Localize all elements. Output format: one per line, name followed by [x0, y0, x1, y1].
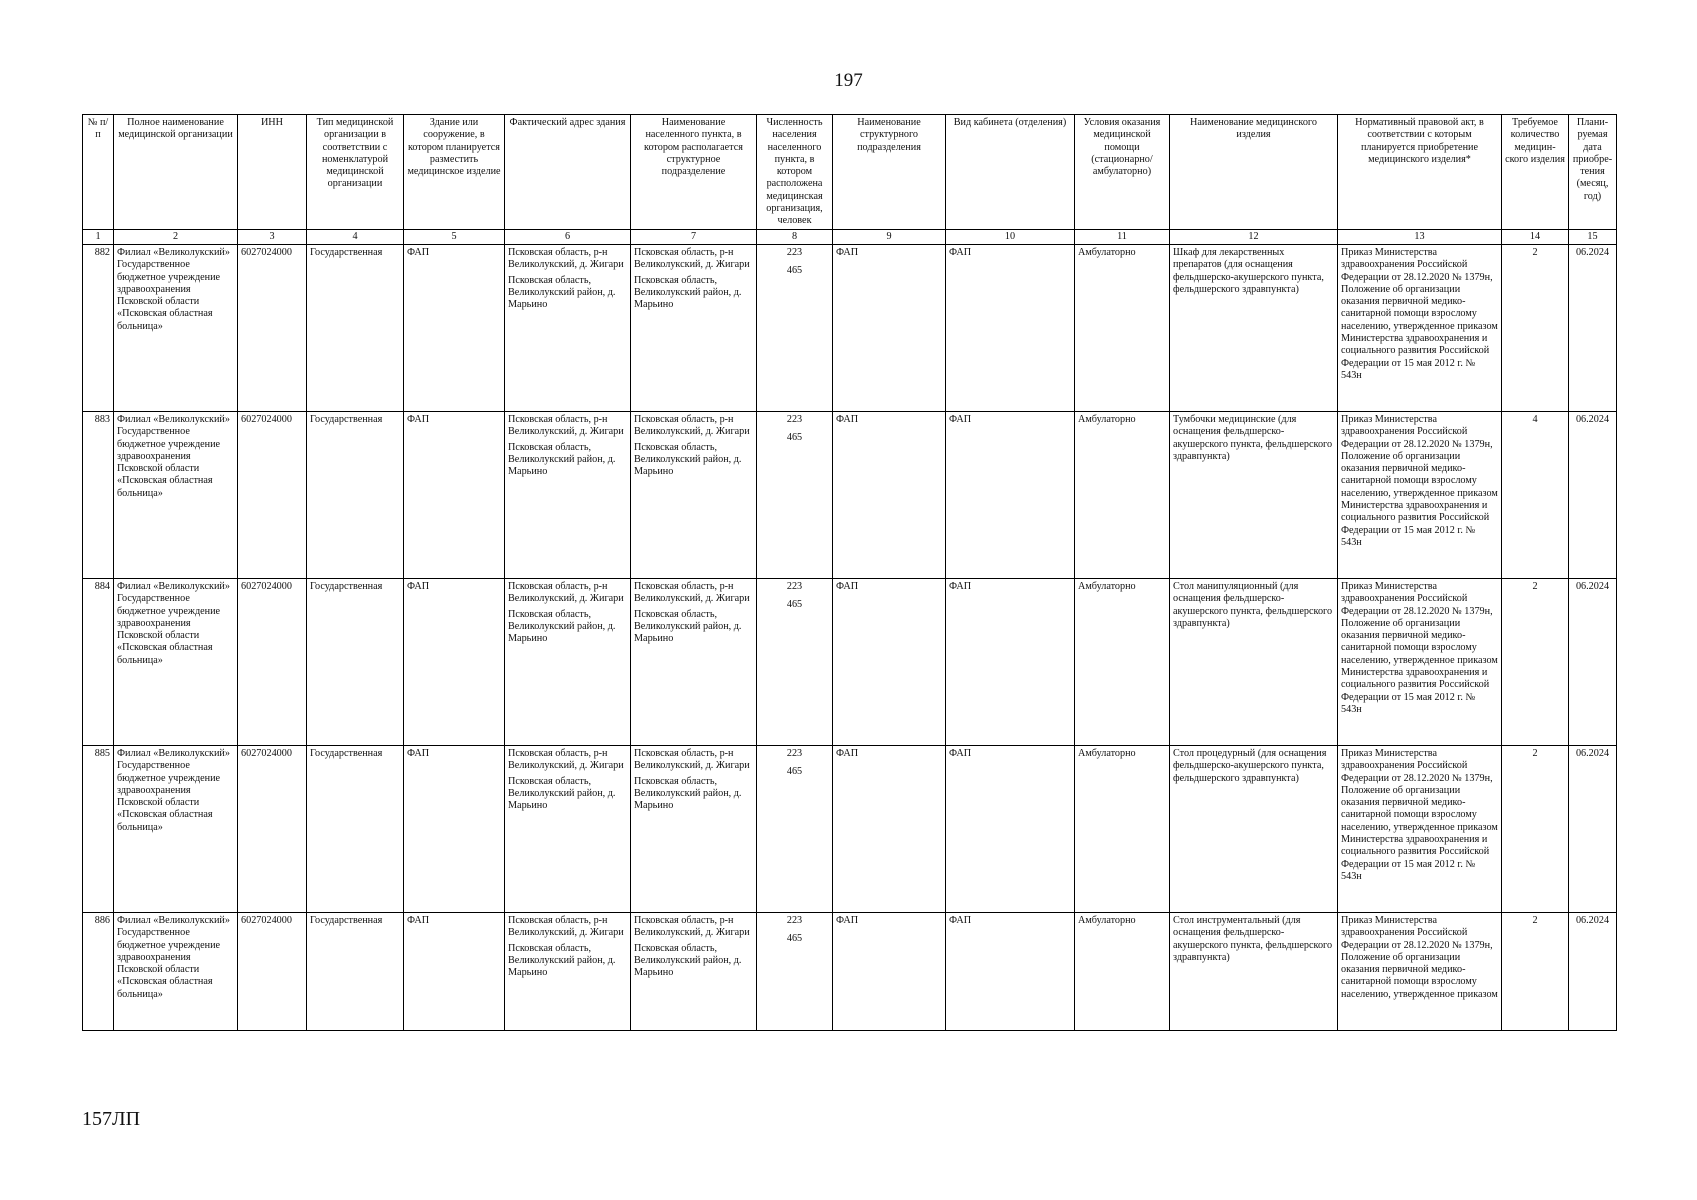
- device-name: Стол манипуляционный (для оснащения фельдшерско-акушерского пункта, фельдшерского здравпункта): [1170, 579, 1338, 746]
- device-name: Стол процедурный (для оснащения фельдшерско-акушерского пункта, фельдшерского здравпункта): [1170, 746, 1338, 913]
- actual-address: [505, 746, 631, 913]
- table-row: [83, 579, 1617, 746]
- legal-act: Приказ Министерства здравоохранения Российской Федерации от 28.12.2020 № 1379н, Положение об организации оказания первичной медико-санитарной помощи взрослому населению, утвержденное приказом: [1338, 913, 1502, 1031]
- column-number: 10: [946, 230, 1075, 245]
- column-number: 7: [631, 230, 757, 245]
- quantity: 2: [1502, 245, 1569, 412]
- building: ФАП: [404, 412, 505, 579]
- care-conditions: Амбулаторно: [1075, 245, 1170, 412]
- planned-date: 06.2024: [1569, 412, 1617, 579]
- column-number: 9: [833, 230, 946, 245]
- locality-line: Псковская область, Великолукский район, д. Марьино: [634, 608, 742, 645]
- population-value: 465: [786, 599, 803, 611]
- population-value: 223: [786, 414, 803, 425]
- cabinet-type: ФАП: [946, 913, 1075, 1031]
- organization-name: Филиал «Великолукский» Государственное бюджетное учреждение здравоохранения Псковской области «Псковская областная больница»: [114, 913, 238, 1031]
- column-number: 14: [1502, 230, 1569, 245]
- quantity: 2: [1502, 746, 1569, 913]
- header-cell: Условия оказания медицинской помощи (стационарно/ амбулаторно): [1075, 115, 1170, 230]
- address-line: Псковская область, Великолукский район, д. Марьино: [508, 942, 616, 979]
- inn: 6027024000: [238, 579, 307, 746]
- locality: [631, 412, 757, 579]
- row-number: 883: [83, 412, 114, 579]
- column-number: 13: [1338, 230, 1502, 245]
- organization-type: Государственная: [307, 579, 404, 746]
- column-number: 1: [83, 230, 114, 245]
- population-value: 223: [786, 247, 803, 258]
- column-number: 3: [238, 230, 307, 245]
- organization-name: Филиал «Великолукский» Государственное бюджетное учреждение здравоохранения Псковской области «Псковская областная больница»: [114, 746, 238, 913]
- locality-line: Псковская область, р-н Великолукский, д. Жигари: [634, 414, 750, 438]
- column-number: 4: [307, 230, 404, 245]
- population-value: 223: [786, 915, 803, 926]
- header-cell: Тип медицинской организации в соответствии с номенклатурой медицинской организации: [307, 115, 404, 230]
- table-row: [83, 412, 1617, 579]
- column-number: 2: [114, 230, 238, 245]
- inn: 6027024000: [238, 913, 307, 1031]
- inn: 6027024000: [238, 746, 307, 913]
- organization-type: Государственная: [307, 746, 404, 913]
- column-number: 5: [404, 230, 505, 245]
- address-line: Псковская область, р-н Великолукский, д. Жигари: [508, 414, 624, 438]
- column-number: 6: [505, 230, 631, 245]
- organization-name: Филиал «Великолукский» Государственное бюджетное учреждение здравоохранения Псковской области «Псковская областная больница»: [114, 245, 238, 412]
- address-line: Псковская область, р-н Великолукский, д. Жигари: [508, 247, 624, 271]
- row-number: 885: [83, 746, 114, 913]
- address-line: Псковская область, р-н Великолукский, д. Жигари: [508, 748, 624, 772]
- quantity: 2: [1502, 913, 1569, 1031]
- care-conditions: Амбулаторно: [1075, 412, 1170, 579]
- locality-line: Псковская область, р-н Великолукский, д. Жигари: [634, 915, 750, 939]
- cabinet-type: ФАП: [946, 579, 1075, 746]
- locality: [631, 579, 757, 746]
- actual-address: [505, 245, 631, 412]
- organization-type: Государственная: [307, 913, 404, 1031]
- quantity: 4: [1502, 412, 1569, 579]
- population: [757, 245, 833, 412]
- table-row: [83, 746, 1617, 913]
- building: ФАП: [404, 913, 505, 1031]
- population: [757, 412, 833, 579]
- planned-date: 06.2024: [1569, 245, 1617, 412]
- cabinet-type: ФАП: [946, 245, 1075, 412]
- address-line: Псковская область, р-н Великолукский, д. Жигари: [508, 915, 624, 939]
- table-row: [83, 913, 1617, 1031]
- header-cell: ИНН: [238, 115, 307, 230]
- row-number: 886: [83, 913, 114, 1031]
- header-cell: Полное наименование медицинской организации: [114, 115, 238, 230]
- actual-address: [505, 412, 631, 579]
- address-line: Псковская область, Великолукский район, д. Марьино: [508, 775, 616, 812]
- header-cell: Фактический адрес здания: [505, 115, 631, 230]
- organization-type: Государственная: [307, 245, 404, 412]
- inn: 6027024000: [238, 412, 307, 579]
- table-row: [83, 245, 1617, 412]
- header-cell: № п/п: [83, 115, 114, 230]
- locality: [631, 746, 757, 913]
- locality-line: Псковская область, р-н Великолукский, д. Жигари: [634, 748, 750, 772]
- population: [757, 579, 833, 746]
- quantity: 2: [1502, 579, 1569, 746]
- locality-line: Псковская область, Великолукский район, д. Марьино: [634, 942, 742, 979]
- locality: [631, 913, 757, 1031]
- header-row: [83, 115, 1617, 230]
- actual-address: [505, 913, 631, 1031]
- planned-date: 06.2024: [1569, 746, 1617, 913]
- organization-type: Государственная: [307, 412, 404, 579]
- legal-act: Приказ Министерства здравоохранения Российской Федерации от 28.12.2020 № 1379н, Положение об организации оказания первичной медико-санитарной помощи взрослому населению, утвержденное приказом Министерства здравоохранения и социального развития Российской Федерации от 15 мая 2012 г. № 543н: [1338, 579, 1502, 746]
- organization-name: Филиал «Великолукский» Государственное бюджетное учреждение здравоохранения Псковской области «Псковская областная больница»: [114, 579, 238, 746]
- population-value: 465: [786, 432, 803, 444]
- device-name: Тумбочки медицинские (для оснащения фельдшерско-акушерского пункта, фельдшерского здравпункта): [1170, 412, 1338, 579]
- column-number: 12: [1170, 230, 1338, 245]
- structural-unit: ФАП: [833, 412, 946, 579]
- address-line: Псковская область, р-н Великолукский, д. Жигари: [508, 581, 624, 605]
- care-conditions: Амбулаторно: [1075, 913, 1170, 1031]
- cabinet-type: ФАП: [946, 746, 1075, 913]
- header-cell: Численность населения населенного пункта, в котором расположена медицинская организация, человек: [757, 115, 833, 230]
- column-number: 11: [1075, 230, 1170, 245]
- document-code: 157ЛП: [82, 1108, 141, 1130]
- building: ФАП: [404, 579, 505, 746]
- column-number-row: [83, 230, 1617, 245]
- structural-unit: ФАП: [833, 245, 946, 412]
- population-value: 465: [786, 933, 803, 945]
- structural-unit: ФАП: [833, 746, 946, 913]
- actual-address: [505, 579, 631, 746]
- building: ФАП: [404, 245, 505, 412]
- locality-line: Псковская область, Великолукский район, д. Марьино: [634, 441, 742, 478]
- row-number: 884: [83, 579, 114, 746]
- column-number: 15: [1569, 230, 1617, 245]
- header-cell: Наименование медицинского изделия: [1170, 115, 1338, 230]
- population-value: 465: [786, 766, 803, 778]
- locality-line: Псковская область, Великолукский район, д. Марьино: [634, 775, 742, 812]
- structural-unit: ФАП: [833, 913, 946, 1031]
- population-value: 465: [786, 265, 803, 277]
- header-cell: Наименование населенного пункта, в котором располагается структурное подразделение: [631, 115, 757, 230]
- page-number: 197: [834, 70, 863, 91]
- inn: 6027024000: [238, 245, 307, 412]
- legal-act: Приказ Министерства здравоохранения Российской Федерации от 28.12.2020 № 1379н, Положение об организации оказания первичной медико-санитарной помощи взрослому населению, утвержденное приказом Министерства здравоохранения и социального развития Российской Федерации от 15 мая 2012 г. № 543н: [1338, 245, 1502, 412]
- planned-date: 06.2024: [1569, 913, 1617, 1031]
- building: ФАП: [404, 746, 505, 913]
- header-cell: Нормативный правовой акт, в соответствии с которым планируется приобретение медицинского изделия*: [1338, 115, 1502, 230]
- locality-line: Псковская область, р-н Великолукский, д. Жигари: [634, 247, 750, 271]
- population-value: 223: [786, 748, 803, 759]
- equipment-table: [82, 114, 1617, 1031]
- population: [757, 913, 833, 1031]
- header-cell: Плани-руемая дата приобре-тения (месяц, год): [1569, 115, 1617, 230]
- address-line: Псковская область, Великолукский район, д. Марьино: [508, 608, 616, 645]
- organization-name: Филиал «Великолукский» Государственное бюджетное учреждение здравоохранения Псковской области «Псковская областная больница»: [114, 412, 238, 579]
- structural-unit: ФАП: [833, 579, 946, 746]
- device-name: Стол инструментальный (для оснащения фельдшерско-акушерского пункта, фельдшерского здравпункта): [1170, 913, 1338, 1031]
- population-value: 223: [786, 581, 803, 592]
- care-conditions: Амбулаторно: [1075, 579, 1170, 746]
- cabinet-type: ФАП: [946, 412, 1075, 579]
- column-number: 8: [757, 230, 833, 245]
- locality: [631, 245, 757, 412]
- legal-act: Приказ Министерства здравоохранения Российской Федерации от 28.12.2020 № 1379н, Положение об организации оказания первичной медико-санитарной помощи взрослому населению, утвержденное приказом Министерства здравоохранения и социального развития Российской Федерации от 15 мая 2012 г. № 543н: [1338, 412, 1502, 579]
- address-line: Псковская область, Великолукский район, д. Марьино: [508, 274, 616, 311]
- planned-date: 06.2024: [1569, 579, 1617, 746]
- locality-line: Псковская область, Великолукский район, д. Марьино: [634, 274, 742, 311]
- row-number: 882: [83, 245, 114, 412]
- address-line: Псковская область, Великолукский район, д. Марьино: [508, 441, 616, 478]
- header-cell: Требуемое количество медицин-ского изделия: [1502, 115, 1569, 230]
- legal-act: Приказ Министерства здравоохранения Российской Федерации от 28.12.2020 № 1379н, Положение об организации оказания первичной медико-санитарной помощи взрослому населению, утвержденное приказом Министерства здравоохранения и социального развития Российской Федерации от 15 мая 2012 г. № 543н: [1338, 746, 1502, 913]
- header-cell: Вид кабинета (отделения): [946, 115, 1075, 230]
- header-cell: Наименование структурного подразделения: [833, 115, 946, 230]
- care-conditions: Амбулаторно: [1075, 746, 1170, 913]
- device-name: Шкаф для лекарственных препаратов (для оснащения фельдшерско-акушерского пункта, фельдшерского здравпункта): [1170, 245, 1338, 412]
- locality-line: Псковская область, р-н Великолукский, д. Жигари: [634, 581, 750, 605]
- population: [757, 746, 833, 913]
- header-cell: Здание или сооружение, в котором планируется разместить медицинское изделие: [404, 115, 505, 230]
